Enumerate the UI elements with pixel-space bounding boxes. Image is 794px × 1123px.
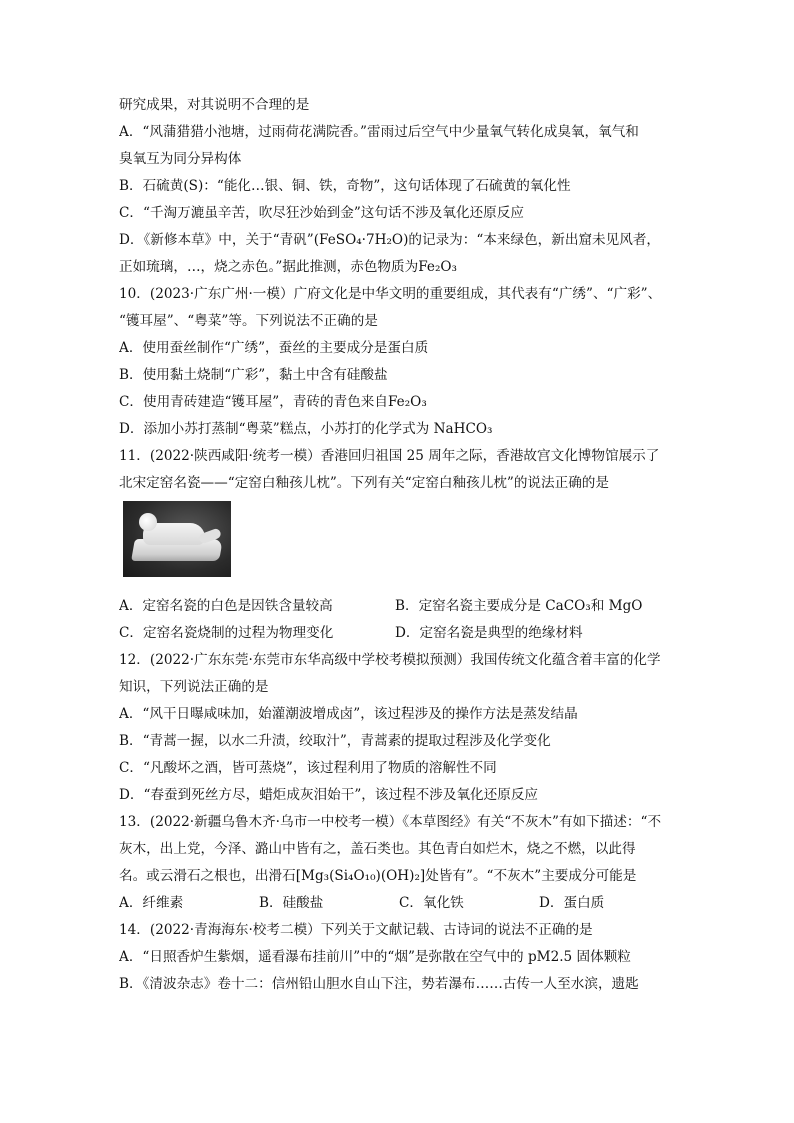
option-a: A．“日照香炉生紫烟，遥看瀑布挂前川”中的“烟”是弥散在空气中的 pM2.5 固体颗粒 bbox=[119, 949, 631, 965]
question-14-stem: 14．(2022·青海海东·校考二模）下列关于文献记载、古诗词的说法不正确的是 bbox=[119, 922, 593, 938]
porcelain-pillow-image bbox=[123, 501, 231, 577]
question-12-stem-cont: 知识，下列说法正确的是 bbox=[119, 679, 269, 695]
option-c: C．“千淘万漉虽辛苦，吹尽狂沙始到金”这句话不涉及氧化还原反应 bbox=[119, 205, 524, 221]
option-b: B．定窑名瓷主要成分是 CaCO₃和 MgO bbox=[395, 598, 643, 614]
option-a: A．使用蚕丝制作“广绣”，蚕丝的主要成分是蛋白质 bbox=[119, 340, 429, 356]
option-d: D．添加小苏打蒸制“粤菜”糕点，小苏打的化学式为 NaHCO₃ bbox=[119, 421, 493, 437]
question-13-stem: 13．(2022·新疆乌鲁木齐·乌市一中校考一模）《本草图经》有关“不灰木”有如下描述：“不 bbox=[119, 814, 662, 830]
option-d: D．定窑名瓷是典型的绝缘材料 bbox=[395, 625, 583, 641]
option-d: D．蛋白质 bbox=[539, 895, 605, 911]
question-13-stem-cont: 灰木，出上党，今泽、潞山中皆有之，盖石类也。其色青白如烂木，烧之不燃，以此得 bbox=[119, 841, 636, 857]
option-d: D．“春蚕到死丝方尽，蜡炬成灰泪始干”，该过程不涉及氧化还原反应 bbox=[119, 787, 539, 803]
option-b: B．石硫黄(S)：“能化…银、铜、铁，奇物”，这句话体现了石硫黄的氧化性 bbox=[119, 178, 571, 194]
text-line: 臭氧互为同分异构体 bbox=[119, 151, 242, 167]
question-13-options-row bbox=[119, 890, 679, 917]
option-a: A．定窑名瓷的白色是因铁含量较高 bbox=[119, 598, 333, 614]
option-b: B．《清波杂志》卷十二：信州铅山胆水自山下注，势若瀑布……古传一人至水滨，遗匙 bbox=[119, 976, 639, 992]
option-c: C．使用青砖建造“镬耳屋”，青砖的青色来自Fe₂O₃ bbox=[119, 394, 427, 410]
option-a: A．“风干日曝咸味加，始灌潮波增成卤”，该过程涉及的操作方法是蒸发结晶 bbox=[119, 706, 578, 722]
figure-container bbox=[119, 497, 679, 593]
question-12-stem: 12．(2022·广东东莞·东莞市东华高级中学校考模拟预测）我国传统文化蕴含着丰富的化学 bbox=[119, 652, 661, 668]
option-a: A．“风蒲猎猎小池塘，过雨荷花满院香。”雷雨过后空气中少量氧气转化成臭氧，氧气和 bbox=[119, 124, 639, 140]
question-11-options-row bbox=[119, 620, 679, 647]
option-b: B．使用黏土烧制“广彩”，黏土中含有硅酸盐 bbox=[119, 367, 388, 383]
question-10-stem-cont: “镬耳屋”、“粤菜”等。下列说法不正确的是 bbox=[119, 313, 378, 329]
option-c: C．“凡酸坏之酒，皆可蒸烧”，该过程利用了物质的溶解性不同 bbox=[119, 760, 497, 776]
text-line: 正如琉璃，…，烧之赤色。”据此推测，赤色物质为Fe₂O₃ bbox=[119, 259, 457, 275]
option-b: B．“青蒿一握，以水二升渍，绞取汁”，青蒿素的提取过程涉及化学变化 bbox=[119, 733, 551, 749]
question-13-stem-cont: 名。或云滑石之根也，出滑石[Mg₃(Si₄O₁₀)(OH)₂]处皆有”。“不灰木”主要成分可能是 bbox=[119, 868, 637, 884]
question-11-stem-cont: 北宋定窑名瓷——“定窑白釉孩儿枕”。下列有关“定窑白釉孩儿枕”的说法正确的是 bbox=[119, 475, 609, 491]
question-10-stem: 10．(2023·广东广州·一模）广府文化是中华文明的重要组成，其代表有“广绣”、“广彩”、 bbox=[119, 286, 662, 302]
document-page bbox=[119, 92, 679, 998]
option-c: C．定窑名瓷烧制的过程为物理变化 bbox=[119, 625, 334, 641]
option-b: B．硅酸盐 bbox=[259, 895, 324, 911]
question-11-options-row bbox=[119, 593, 679, 620]
option-d: D．《新修本草》中，关于“青矾”(FeSO₄·7H₂O)的记录为：“本来绿色，新出窟未见风者， bbox=[119, 232, 661, 248]
option-a: A．纤维素 bbox=[119, 895, 184, 911]
option-c: C．氧化铁 bbox=[399, 895, 464, 911]
question-11-stem: 11．(2022·陕西咸阳·统考一模）香港回归祖国 25 周年之际，香港故宫文化博物馆展示了 bbox=[119, 448, 660, 464]
text-line: 研究成果，对其说明不合理的是 bbox=[119, 97, 310, 113]
